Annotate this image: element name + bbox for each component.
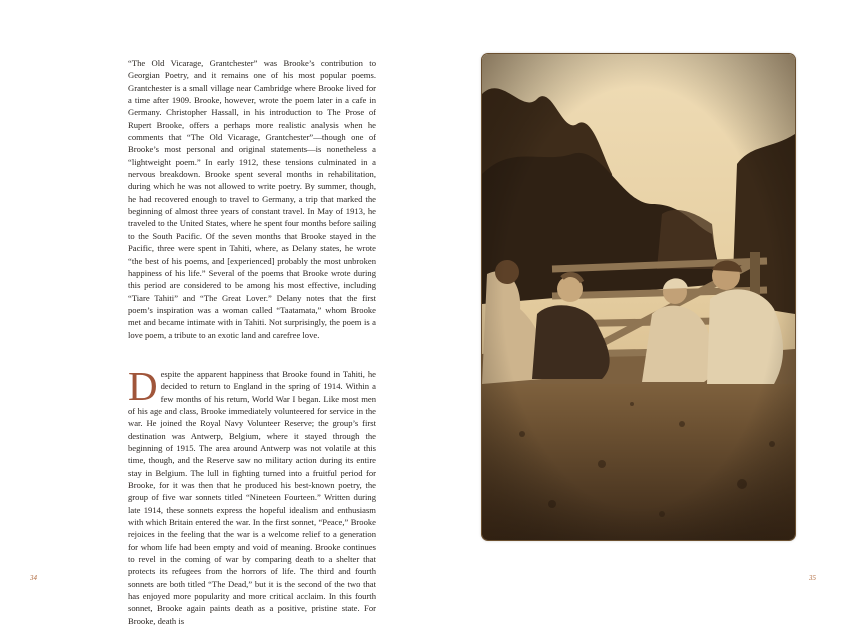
sepia-photograph — [482, 54, 795, 540]
left-page-text — [128, 57, 376, 627]
page-number-left: 34 — [30, 574, 37, 582]
body-paragraph-with-dropcap — [128, 362, 376, 627]
drop-cap: D — [128, 362, 158, 409]
photograph-group-by-gate — [482, 54, 795, 540]
page-number-right: 35 — [809, 574, 816, 582]
body-paragraph-text: espite the apparent happiness that Brooke found in Tahiti, he decided to return to England in the spring of 1914. Within a few months of his return, World War I began. Like most men of his age and class, Brooke immediately volunteered for service in the war. He joined the Royal Navy Volunteer Reserve; the group’s first destination was Antwerp, Belgium, where it stayed through the beginning of 1915. The area around Antwerp was not volatile at this time, though, and the Reserve saw no military action during its entire stay in Belgium. The lull in fighting turned into a fruitful period for Brooke, for it was then that he produced his best-known poetry, the group of five war sonnets titled “Nineteen Fourteen.” Written during late 1914, these sonnets express the hopeful idealism and enthusiasm with which Britain entered the war. In the first sonnet, “Peace,” Brooke rejoices in the feeling that the war is a welcome relief to a generation for whom life had been empty and void of meaning. Brooke continues to revel in the coming of war by comparing death to a shelter that protects its refugees from the horrors of life. The third and fourth sonnets are both titled “The Dead,” but it is the second of the two that has enjoyed more popularity and more critical acclaim. In this fourth sonnet, Brooke again paints death as a positive, pristine state. For Brooke, death is — [128, 368, 376, 626]
body-paragraph: “The Old Vicarage, Grantchester” was Brooke’s contribution to Georgian Poetry, and it remains one of his most popular poems. Grantchester is a small village near Cambridge where Brooke lived for a time after 1909. Brooke, however, wrote the poem later in a cafe in Germany. Christopher Hassall, in his introduction to The Prose of Rupert Brooke, offers a perhaps more realistic analysis when he comments that “The Old Vicarage, Grantchester”—though one of Brooke’s most personal and original statements—is nonetheless a “lightweight poem.” In early 1912, these tensions culminated in a nervous breakdown. Brooke spent several months in rehabilitation, during which he was not allowed to write poetry. By summer, though, he had recovered enough to travel to Germany, a trip that marked the beginning of almost three years of constant travel. In May of 1913, he traveled to the United States, where he spent four months before sailing to the South Pacific. Of the seven months that Brooke stayed in the Pacific, three were spent in Tahiti, where, as Delany states, he wrote “the best of his poems, and [experienced] probably the most unbroken happiness of his life.” Several of the poems that Brooke wrote during this period are considered to be among his most effective, including “Tiare Tahiti” and “The Great Lover.” Delany notes that the first poem’s inspiration was a woman called “Taatamata,” whom Brooke met and became intimate with in Tahiti. Not surprisingly, the poem is a love poem, a tribute to an exotic land and carefree love. — [128, 58, 376, 340]
